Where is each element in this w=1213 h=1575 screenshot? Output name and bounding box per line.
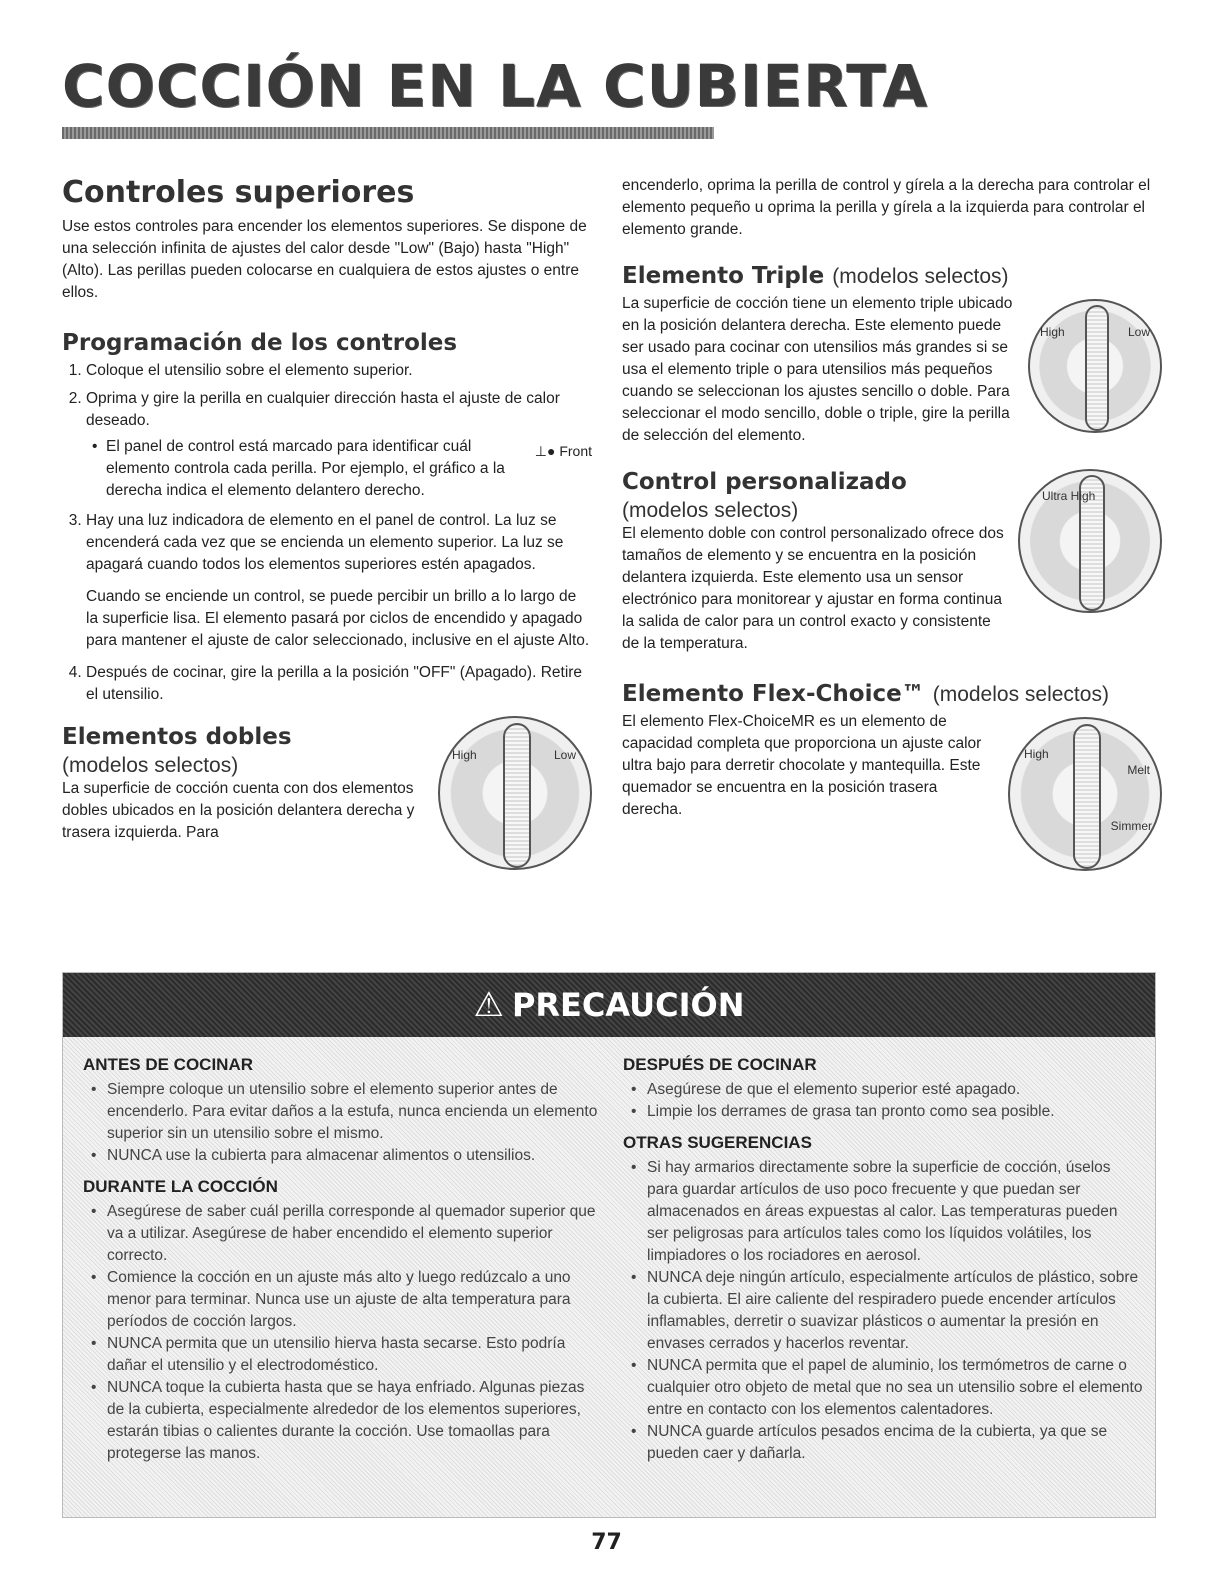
step-2-bullets	[86, 436, 592, 502]
caution-box	[62, 972, 1156, 1518]
despues-heading: DESPUÉS DE COCINAR	[623, 1055, 817, 1074]
triple-heading-text: Elemento Triple	[622, 263, 825, 289]
front-indicator	[535, 440, 592, 462]
caution-right-column	[623, 1055, 1143, 1475]
step-2-text: Oprima y gire la perilla en cualquier dirección hasta el ajuste de calor deseado.	[86, 390, 560, 429]
step-1: 1. Coloque el utensilio sobre el elemento superior.	[86, 360, 592, 382]
antes-list	[83, 1079, 603, 1167]
list-item: • NUNCA use la cubierta para almacenar alimentos o utensilios.	[107, 1145, 603, 1167]
list-item: • Comience la cocción en un ajuste más alto y luego redúzcalo a uno menor para terminar. Nunca use un ajuste de alta temperatura para períodos de cocción largos.	[107, 1267, 603, 1333]
knob-grip	[1085, 305, 1110, 431]
knob-low-label: Low	[1127, 325, 1150, 339]
triple-subtitle: (modelos selectos)	[832, 265, 1009, 288]
step-2-bullet-text: El panel de control está marcado para identificar cuál elemento controla cada perilla. Por ejemplo, el gráfico a la derecha indica el elemento delantero derecho.	[106, 438, 505, 499]
custom-knob-icon	[1018, 469, 1162, 613]
knob-simmer-label: Simmer	[1110, 819, 1152, 833]
dobles-heading: Elementos dobles	[62, 724, 292, 750]
caution-header	[63, 973, 1155, 1037]
warning-icon: ⚠	[473, 985, 504, 1025]
list-item: • NUNCA guarde artículos pesados encima de la cubierta, ya que se pueden caer y dañarla.	[647, 1421, 1143, 1465]
durante-heading: DURANTE LA COCCIÓN	[83, 1177, 278, 1196]
flex-heading	[622, 681, 1162, 707]
personalizado-body: El elemento doble con control personalizado ofrece dos tamaños de elemento y se encuentra en la posición delantera izquierda. Este elemento usa un sensor electrónico para monitorear y ajustar en forma continua la salida de calor para un control exacto y consistente de la temperatura.	[622, 525, 1004, 652]
otras-heading: OTRAS SUGERENCIAS	[623, 1133, 812, 1152]
front-label: Front	[559, 443, 592, 459]
controles-body: Use estos controles para encender los elementos superiores. Se dispone de una selección infinita de ajustes del calor desde "Low" (Bajo) hasta "High" (Alto). Las perillas pueden colocarse en cualquiera de estos ajustes o entre ellos.	[62, 218, 587, 301]
step-3-text: Hay una luz indicadora de elemento en el panel de control. La luz se encenderá cada vez que se encienda un elemento superior. La luz se apagará cuando todos los elementos superiores estén apagados.	[86, 512, 564, 573]
personalizado-subtitle: (modelos selectos)	[622, 499, 799, 522]
left-column	[62, 175, 592, 870]
triple-body: La superficie de cocción tiene un elemento triple ubicado en la posición delantera derecha. Este elemento puede ser usado para cocinar con utensilios más grandes si se usa el elemento triple o para utensilios más pequeños cuando se seleccionan los ajustes sencillo o doble. Para seleccionar el modo sencillo, doble o triple, gire la perilla de selección del elemento.	[622, 295, 1013, 444]
otras-list	[623, 1157, 1143, 1465]
flex-knob-icon	[1008, 717, 1162, 871]
step-3-extra: Cuando se enciende un control, se puede percibir un brillo a lo largo de la superficie lisa. El elemento pasará por ciclos de encendido y apagado para mantener el ajuste de calor seleccionado, inclusive en el ajuste Alto.	[86, 588, 590, 649]
list-item: • NUNCA toque la cubierta hasta que se haya enfriado. Algunas piezas de la cubierta, especialmente alrededor de los elementos superiores, estarán tibias o calientes durante la cocción. Use tomaollas para protegerse las manos.	[107, 1377, 603, 1465]
list-item: • Si hay armarios directamente sobre la superficie de cocción, úselos para guardar artículos de uso poco frecuente y que puedan ser almacenados en áreas expuestas al calor. Las temperaturas pueden ser peligrosas para artículos tales como los líquidos volátiles, los limpiadores o los rociadores en aerosol.	[647, 1157, 1143, 1267]
knob-grip	[503, 723, 531, 868]
front-dot-icon: ⊥●	[534, 443, 556, 459]
durante-list	[83, 1201, 603, 1465]
personalizado-heading: Control personalizado	[622, 469, 907, 495]
caution-left-column	[83, 1055, 603, 1475]
knob-melt-label: Melt	[1127, 763, 1150, 777]
flex-body: El elemento Flex-ChoiceMR es un elemento de capacidad completa que proporciona un ajuste calor ultra bajo para derretir chocolate y mantequilla. Este quemador se encuentra en la posición trasera derecha.	[622, 713, 982, 818]
step-2-bullet	[106, 436, 592, 502]
knob-ultra-high-label: Ultra High	[1042, 489, 1096, 503]
step-3	[86, 510, 592, 652]
knob-high-label: High	[1040, 325, 1065, 339]
triple-knob-icon	[1028, 299, 1162, 433]
antes-heading: ANTES DE COCINAR	[83, 1055, 254, 1074]
step-4: 4. Después de cocinar, gire la perilla a la posición "OFF" (Apagado). Retire el utensilio.	[86, 662, 592, 706]
list-item: • NUNCA permita que el papel de aluminio, los termómetros de carne o cualquier otro objeto de metal que no sea un utensilio sobre el elemento entre en contacto con los elementos calentadores.	[647, 1355, 1143, 1421]
dobles-body: La superficie de cocción cuenta con dos elementos dobles ubicados en la posición delantera derecha y trasera izquierda. Para	[62, 780, 415, 841]
triple-section	[622, 263, 1162, 447]
title-rule	[62, 127, 714, 139]
flex-section	[622, 681, 1162, 833]
list-item: • Limpie los derrames de grasa tan pronto como sea posible.	[647, 1101, 1143, 1123]
knob-high-label: High	[452, 748, 477, 762]
triple-heading	[622, 263, 1162, 289]
right-column	[622, 175, 1162, 871]
dobles-continuation: encenderlo, oprima la perilla de control y gírela a la derecha para controlar el elemento pequeño u oprima la perilla y gírela a la izquierda para controlar el elemento grande.	[622, 177, 1151, 238]
list-item: • Asegúrese de saber cuál perilla corresponde al quemador superior que va a utilizar. Asegúrese de haber encendido el elemento superior correcto.	[107, 1201, 603, 1267]
flex-subtitle: (modelos selectos)	[932, 683, 1109, 706]
page-number: 77	[591, 1530, 622, 1555]
knob-grip	[1073, 724, 1101, 869]
list-item: • NUNCA deje ningún artículo, especialmente artículos de plástico, sobre la cubierta. El aire caliente del respiradero puede encender artículos inflamables, derretir o suavizar plásticos o aumentar la presión en envases cerrados y hacerlos reventar.	[647, 1267, 1143, 1355]
flex-heading-text: Elemento Flex-Choice™	[622, 681, 925, 707]
programacion-heading: Programación de los controles	[62, 330, 458, 356]
despues-list	[623, 1079, 1143, 1123]
caution-title: PRECAUCIÓN	[511, 986, 745, 1024]
knob-low-label: Low	[553, 748, 576, 762]
step-2	[86, 388, 592, 502]
list-item: • NUNCA permita que un utensilio hierva hasta secarse. Esto podría dañar el utensilio y el electrodoméstico.	[107, 1333, 603, 1377]
programacion-steps	[62, 360, 592, 706]
dual-knob-icon	[438, 716, 592, 870]
page-title: COCCIÓN EN LA CUBIERTA	[62, 52, 929, 120]
controles-heading: Controles superiores	[62, 175, 415, 210]
knob-high-label: High	[1024, 747, 1049, 761]
dobles-subtitle: (modelos selectos)	[62, 754, 239, 777]
list-item: • Siempre coloque un utensilio sobre el elemento superior antes de encenderlo. Para evitar daños a la estufa, nunca encienda un elemento superior sin un utensilio sobre el mismo.	[107, 1079, 603, 1145]
personalizado-section	[622, 469, 1162, 655]
list-item: • Asegúrese de que el elemento superior esté apagado.	[647, 1079, 1143, 1101]
dobles-section	[62, 724, 592, 844]
